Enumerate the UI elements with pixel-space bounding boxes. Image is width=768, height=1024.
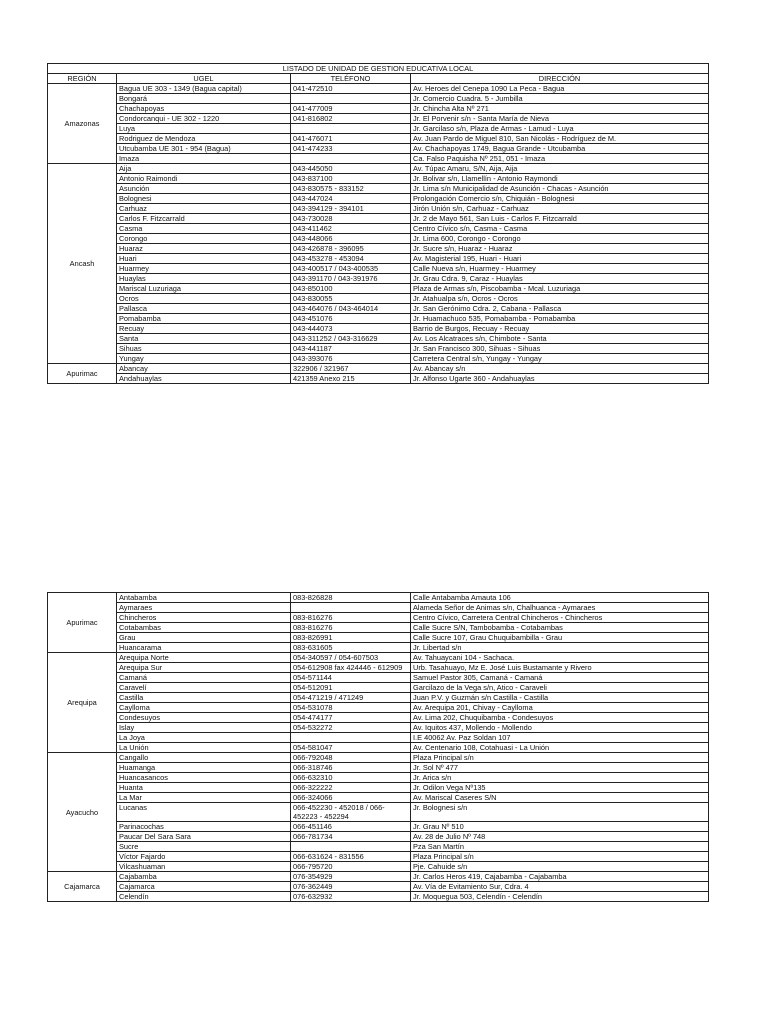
table-row	[48, 294, 709, 304]
region-cell: Cajamarca	[48, 872, 117, 902]
table-row	[48, 613, 709, 623]
direccion-cell: Jr. Garcilaso s/n, Plaza de Armas - Lamud - Luya	[411, 124, 709, 134]
direccion-cell: Jr. Bolognesi s/n	[411, 803, 709, 822]
ugel-cell: La Unión	[117, 743, 291, 753]
table-row	[48, 693, 709, 703]
telefono-cell: 054-532272	[291, 723, 411, 733]
ugel-cell: Celendín	[117, 892, 291, 902]
ugel-cell: Pallasca	[117, 304, 291, 314]
telefono-cell: 054-471219 / 471249	[291, 693, 411, 703]
telefono-cell: 076-632932	[291, 892, 411, 902]
telefono-cell	[291, 154, 411, 164]
direccion-cell: Jr. Lima 600, Corongo - Corongo	[411, 234, 709, 244]
telefono-cell: 043-311252 / 043-316629	[291, 334, 411, 344]
table-row	[48, 783, 709, 793]
direccion-cell: Jr. El Porvenir s/n - Santa María de Nieva	[411, 114, 709, 124]
table-row	[48, 244, 709, 254]
table-row	[48, 603, 709, 613]
ugel-cell: Caravelí	[117, 683, 291, 693]
telefono-cell	[291, 603, 411, 613]
ugel-cell: Bagua UE 303 - 1349 (Bagua capital)	[117, 84, 291, 94]
ugel-cell: Huaraz	[117, 244, 291, 254]
ugel-cell: Grau	[117, 633, 291, 643]
region-cell: Arequipa	[48, 653, 117, 753]
table-row	[48, 144, 709, 154]
table-row	[48, 254, 709, 264]
ugel-cell: Condesuyos	[117, 713, 291, 723]
telefono-cell: 066-322222	[291, 783, 411, 793]
direccion-cell: Jr. Bolivar s/n, Llamellín - Antonio Raymondi	[411, 174, 709, 184]
telefono-cell: 043-394129 - 394101	[291, 204, 411, 214]
telefono-cell: 043-464076 / 043-464014	[291, 304, 411, 314]
ugel-cell: Santa	[117, 334, 291, 344]
direccion-cell: Jr. Carlos Heros 419, Cajabamba - Cajabamba	[411, 872, 709, 882]
region-cell: Ancash	[48, 164, 117, 364]
direccion-cell: Av. Centenario 108, Cotahuasi - La Unión	[411, 743, 709, 753]
ugel-cell: Arequipa Norte	[117, 653, 291, 663]
table-row	[48, 224, 709, 234]
table-row	[48, 842, 709, 852]
direccion-cell: Av. Heroes del Cenepa 1090 La Peca - Bagua	[411, 84, 709, 94]
table-row	[48, 653, 709, 663]
table-row	[48, 743, 709, 753]
ugel-cell: Abancay	[117, 364, 291, 374]
direccion-cell: Av. Abancay s/n	[411, 364, 709, 374]
region-cell: Amazonas	[48, 84, 117, 164]
table-row	[48, 274, 709, 284]
telefono-cell: 066-632310	[291, 773, 411, 783]
telefono-cell: 043-451076	[291, 314, 411, 324]
telefono-cell: 054-340597 / 054-607503	[291, 653, 411, 663]
header-direccion: DIRECCIÓN	[411, 74, 709, 84]
direccion-cell: Jr. Grau Cdra. 9, Caraz - Huaylas	[411, 274, 709, 284]
table-row	[48, 134, 709, 144]
ugel-cell: Huari	[117, 254, 291, 264]
table-row	[48, 872, 709, 882]
header-region: REGIÓN	[48, 74, 117, 84]
ugel-cell: Víctor Fajardo	[117, 852, 291, 862]
table-row	[48, 673, 709, 683]
ugel-cell: Huamanga	[117, 763, 291, 773]
telefono-cell: 043-391170 / 043-391976	[291, 274, 411, 284]
table-row	[48, 284, 709, 294]
ugel-cell: Utcubamba UE 301 - 954 (Bagua)	[117, 144, 291, 154]
ugel-cell: Aija	[117, 164, 291, 174]
ugel-table-1	[47, 63, 709, 384]
table-row	[48, 803, 709, 822]
table-row	[48, 593, 709, 603]
telefono-cell: 076-362449	[291, 882, 411, 892]
ugel-cell: Chincheros	[117, 613, 291, 623]
ugel-cell: Ocros	[117, 294, 291, 304]
direccion-cell: Av. Arequipa 201, Chivay - Caylloma	[411, 703, 709, 713]
table-row	[48, 154, 709, 164]
telefono-cell: 043-411462	[291, 224, 411, 234]
table-row	[48, 892, 709, 902]
table-row	[48, 114, 709, 124]
telefono-cell: 066-318746	[291, 763, 411, 773]
table-row	[48, 314, 709, 324]
direccion-cell: Jr. Odilon Vega Nº135	[411, 783, 709, 793]
telefono-cell: 041-816802	[291, 114, 411, 124]
direccion-cell: Plaza Principal s/n	[411, 753, 709, 763]
direccion-cell: Jr. Comercio Cuadra. 5 - Jumbilla	[411, 94, 709, 104]
direccion-cell: Av. Mariscal Caseres S/N	[411, 793, 709, 803]
table-row	[48, 174, 709, 184]
ugel-cell: Asunción	[117, 184, 291, 194]
table-row	[48, 234, 709, 244]
telefono-cell: 043-441187	[291, 344, 411, 354]
ugel-cell: Cajabamba	[117, 872, 291, 882]
table-row	[48, 194, 709, 204]
table-row	[48, 104, 709, 114]
direccion-cell: Jr. Atahualpa s/n, Ocros - Ocros	[411, 294, 709, 304]
direccion-cell: Centro Cívico, Carretera Central Chincheros - Chincheros	[411, 613, 709, 623]
direccion-cell: Calle Antabamba Amauta 106	[411, 593, 709, 603]
telefono-cell	[291, 733, 411, 743]
table-row	[48, 793, 709, 803]
header-ugel: UGEL	[117, 74, 291, 84]
ugel-cell: Antonio Raimondi	[117, 174, 291, 184]
table-row	[48, 852, 709, 862]
direccion-cell: Plaza Principal s/n	[411, 852, 709, 862]
ugel-cell: La Mar	[117, 793, 291, 803]
direccion-cell: Jr. Sol Nº 477	[411, 763, 709, 773]
table-row	[48, 633, 709, 643]
direccion-cell: Jr. Alfonso Ugarte 360 - Andahuaylas	[411, 374, 709, 384]
table-row	[48, 882, 709, 892]
direccion-cell: Ca. Falso Paquisha Nº 251, 051 - Imaza	[411, 154, 709, 164]
table-row	[48, 763, 709, 773]
telefono-cell: 043-444073	[291, 324, 411, 334]
telefono-cell: 043-400517 / 043-400535	[291, 264, 411, 274]
direccion-cell: Plaza de Armas s/n, Piscobamba - Mcal. Luzuriaga	[411, 284, 709, 294]
ugel-cell: Imaza	[117, 154, 291, 164]
region-cell: Ayacucho	[48, 753, 117, 872]
table-row	[48, 204, 709, 214]
table-row	[48, 124, 709, 134]
ugel-cell: Yungay	[117, 354, 291, 364]
telefono-cell: 043-730028	[291, 214, 411, 224]
ugel-cell: Cotabambas	[117, 623, 291, 633]
ugel-cell: Vilcashuaman	[117, 862, 291, 872]
ugel-cell: Aymaraes	[117, 603, 291, 613]
ugel-cell: Huanta	[117, 783, 291, 793]
telefono-cell: 043-447024	[291, 194, 411, 204]
ugel-cell: Parinacochas	[117, 822, 291, 832]
table-row	[48, 773, 709, 783]
telefono-cell	[291, 94, 411, 104]
direccion-cell: Centro Cívico s/n, Casma - Casma	[411, 224, 709, 234]
telefono-cell: 043-393076	[291, 354, 411, 364]
table-row	[48, 683, 709, 693]
direccion-cell: Pza San Martín	[411, 842, 709, 852]
ugel-cell: Antabamba	[117, 593, 291, 603]
direccion-cell: Jr. San Francisco 300, Sihuas - Sihuas	[411, 344, 709, 354]
ugel-cell: Casma	[117, 224, 291, 234]
region-cell: Apurimac	[48, 364, 117, 384]
telefono-cell: 043-837100	[291, 174, 411, 184]
direccion-cell: Calle Nueva s/n, Huarmey - Huarmey	[411, 264, 709, 274]
ugel-cell: Paucar Del Sara Sara	[117, 832, 291, 842]
direccion-cell: Jr. Arica s/n	[411, 773, 709, 783]
ugel-cell: Cangallo	[117, 753, 291, 763]
telefono-cell: 043-453278 - 453094	[291, 254, 411, 264]
telefono-cell: 054-474177	[291, 713, 411, 723]
table-row	[48, 324, 709, 334]
table-row	[48, 214, 709, 224]
telefono-cell	[291, 124, 411, 134]
ugel-cell: Luya	[117, 124, 291, 134]
telefono-cell: 083-631605	[291, 643, 411, 653]
ugel-cell: Bolognesi	[117, 194, 291, 204]
ugel-cell: Andahuaylas	[117, 374, 291, 384]
direccion-cell: Alameda Señor de Animas s/n, Chalhuanca - Aymaraes	[411, 603, 709, 613]
telefono-cell: 421359 Anexo 215	[291, 374, 411, 384]
telefono-cell: 043-445050	[291, 164, 411, 174]
telefono-cell: 054-531078	[291, 703, 411, 713]
table-row	[48, 663, 709, 673]
direccion-cell: Samuel Pastor 305, Camaná - Camaná	[411, 673, 709, 683]
telefono-cell: 322906 / 321967	[291, 364, 411, 374]
ugel-cell: Huarmey	[117, 264, 291, 274]
telefono-cell: 083-816276	[291, 613, 411, 623]
direccion-cell: Jr. Sucre s/n, Huaraz - Huaraz	[411, 244, 709, 254]
direccion-cell: Av. Iquitos 437, Mollendo - Mollendo	[411, 723, 709, 733]
telefono-cell: 076-354929	[291, 872, 411, 882]
ugel-cell: Castilla	[117, 693, 291, 703]
ugel-cell: Huancarama	[117, 643, 291, 653]
table-row	[48, 723, 709, 733]
table-row	[48, 753, 709, 763]
ugel-cell: Carlos F. Fitzcarrald	[117, 214, 291, 224]
ugel-cell: Mariscal Luzuriaga	[117, 284, 291, 294]
direccion-cell: Av. Juan Pardo de Miguel 810, San Nicolás - Rodríguez de M.	[411, 134, 709, 144]
telefono-cell: 041-476071	[291, 134, 411, 144]
table-row	[48, 364, 709, 374]
ugel-cell: Recuay	[117, 324, 291, 334]
direccion-cell: Av. Chachapoyas 1749, Bagua Grande - Utcubamba	[411, 144, 709, 154]
table-row	[48, 374, 709, 384]
direccion-cell: Garcilazo de la Vega s/n, Atico - Caraveli	[411, 683, 709, 693]
direccion-cell: Av. Tahuaycani 104 - Sachaca.	[411, 653, 709, 663]
telefono-cell: 066-631624 - 831556	[291, 852, 411, 862]
direccion-cell: Jr. Libertad s/n	[411, 643, 709, 653]
ugel-cell: Caylloma	[117, 703, 291, 713]
telefono-cell: 054-512091	[291, 683, 411, 693]
telefono-cell: 083-826991	[291, 633, 411, 643]
direccion-cell: Jr. Grau Nº 510	[411, 822, 709, 832]
telefono-cell: 066-781734	[291, 832, 411, 842]
ugel-cell: Bongará	[117, 94, 291, 104]
ugel-cell: Sihuas	[117, 344, 291, 354]
header-telefono: TELÉFONO	[291, 74, 411, 84]
telefono-cell: 083-816276	[291, 623, 411, 633]
table-row	[48, 862, 709, 872]
region-cell: Apurimac	[48, 593, 117, 653]
direccion-cell: Jr. Moquegua 503, Celendín - Celendín	[411, 892, 709, 902]
ugel-cell: Pomabamba	[117, 314, 291, 324]
ugel-cell: Carhuaz	[117, 204, 291, 214]
direccion-cell: Jr. Lima s/n Municipalidad de Asunción - Chacas - Asunción	[411, 184, 709, 194]
ugel-cell: Huancasancos	[117, 773, 291, 783]
direccion-cell: I.E 40062 Av. Paz Soldan 107	[411, 733, 709, 743]
table-row	[48, 354, 709, 364]
direccion-cell: Av. Magisterial 195, Huari - Huari	[411, 254, 709, 264]
telefono-cell: 066-452230 - 452018 / 066-452223 - 452294	[291, 803, 411, 822]
telefono-cell: 054-612908 fax 424446 - 612909	[291, 663, 411, 673]
direccion-cell: Calle Sucre 107, Grau Chuquibambilla - Grau	[411, 633, 709, 643]
direccion-cell: Av. Lima 202, Chuquibamba - Condesuyos	[411, 713, 709, 723]
table-title: LISTADO DE UNIDAD DE GESTION EDUCATIVA LOCAL	[48, 64, 709, 74]
table-row	[48, 832, 709, 842]
telefono-cell: 041-474233	[291, 144, 411, 154]
telefono-cell: 043-830055	[291, 294, 411, 304]
direccion-cell: Av. Vía de Evitamiento Sur, Cdra. 4	[411, 882, 709, 892]
table-row	[48, 643, 709, 653]
direccion-cell: Jr. 2 de Mayo 561, San Luis - Carlos F. Fitzcarrald	[411, 214, 709, 224]
ugel-cell: Chachapoyas	[117, 104, 291, 114]
telefono-cell: 043-850100	[291, 284, 411, 294]
telefono-cell: 083-826828	[291, 593, 411, 603]
ugel-cell: Huaylas	[117, 274, 291, 284]
table-row	[48, 164, 709, 174]
table-row	[48, 713, 709, 723]
direccion-cell: Av. Túpac Amaru, S/N, Aija, Aija	[411, 164, 709, 174]
table-row	[48, 304, 709, 314]
ugel-cell: Lucanas	[117, 803, 291, 822]
telefono-cell: 043-426878 - 396095	[291, 244, 411, 254]
telefono-cell: 066-792048	[291, 753, 411, 763]
table-row	[48, 184, 709, 194]
table-row	[48, 822, 709, 832]
table-row	[48, 344, 709, 354]
direccion-cell: Jr. Chincha Alta Nº 271	[411, 104, 709, 114]
direccion-cell: Prolongación Comercio s/n, Chiquián - Bolognesi	[411, 194, 709, 204]
ugel-cell: Islay	[117, 723, 291, 733]
telefono-cell: 066-451146	[291, 822, 411, 832]
ugel-cell: Corongo	[117, 234, 291, 244]
telefono-cell: 043-830575 - 833152	[291, 184, 411, 194]
direccion-cell: Jirón Unión s/n, Carhuaz - Carhuaz	[411, 204, 709, 214]
telefono-cell: 041-477009	[291, 104, 411, 114]
table-row	[48, 623, 709, 633]
direccion-cell: Calle Sucre S/N, Tambobamba - Cotabambas	[411, 623, 709, 633]
direccion-cell: Pje. Cahuide s/n	[411, 862, 709, 872]
direccion-cell: Carretera Central s/n, Yungay - Yungay	[411, 354, 709, 364]
table-row	[48, 84, 709, 94]
table-row	[48, 733, 709, 743]
ugel-cell: Rodriguez de Mendoza	[117, 134, 291, 144]
telefono-cell: 054-581047	[291, 743, 411, 753]
direccion-cell: Barrio de Burgos, Recuay - Recuay	[411, 324, 709, 334]
table-row	[48, 94, 709, 104]
telefono-cell: 043-448066	[291, 234, 411, 244]
ugel-cell: Sucre	[117, 842, 291, 852]
telefono-cell: 054-571144	[291, 673, 411, 683]
ugel-cell: La Joya	[117, 733, 291, 743]
direccion-cell: Av. Los Alcatraces s/n, Chimbote - Santa	[411, 334, 709, 344]
table-row	[48, 264, 709, 274]
direccion-cell: Jr. San Gerónimo Cdra. 2, Cabana - Pallasca	[411, 304, 709, 314]
ugel-cell: Condorcanqui - UE 302 - 1220	[117, 114, 291, 124]
ugel-table-2	[47, 592, 709, 902]
telefono-cell: 066-795720	[291, 862, 411, 872]
ugel-cell: Arequipa Sur	[117, 663, 291, 673]
telefono-cell: 041-472510	[291, 84, 411, 94]
ugel-cell: Camaná	[117, 673, 291, 683]
direccion-cell: Urb. Tasahuayo, Mz E. José Luis Bustamante y Rivero	[411, 663, 709, 673]
telefono-cell: 066-324066	[291, 793, 411, 803]
table-row	[48, 334, 709, 344]
direccion-cell: Juan P.V. y Guzmán s/n Castilla - Castilla	[411, 693, 709, 703]
ugel-cell: Cajamarca	[117, 882, 291, 892]
direccion-cell: Jr. Huamachuco 535, Pomabamba - Pomabamba	[411, 314, 709, 324]
telefono-cell	[291, 842, 411, 852]
table-row	[48, 703, 709, 713]
direccion-cell: Av. 28 de Julio Nº 748	[411, 832, 709, 842]
